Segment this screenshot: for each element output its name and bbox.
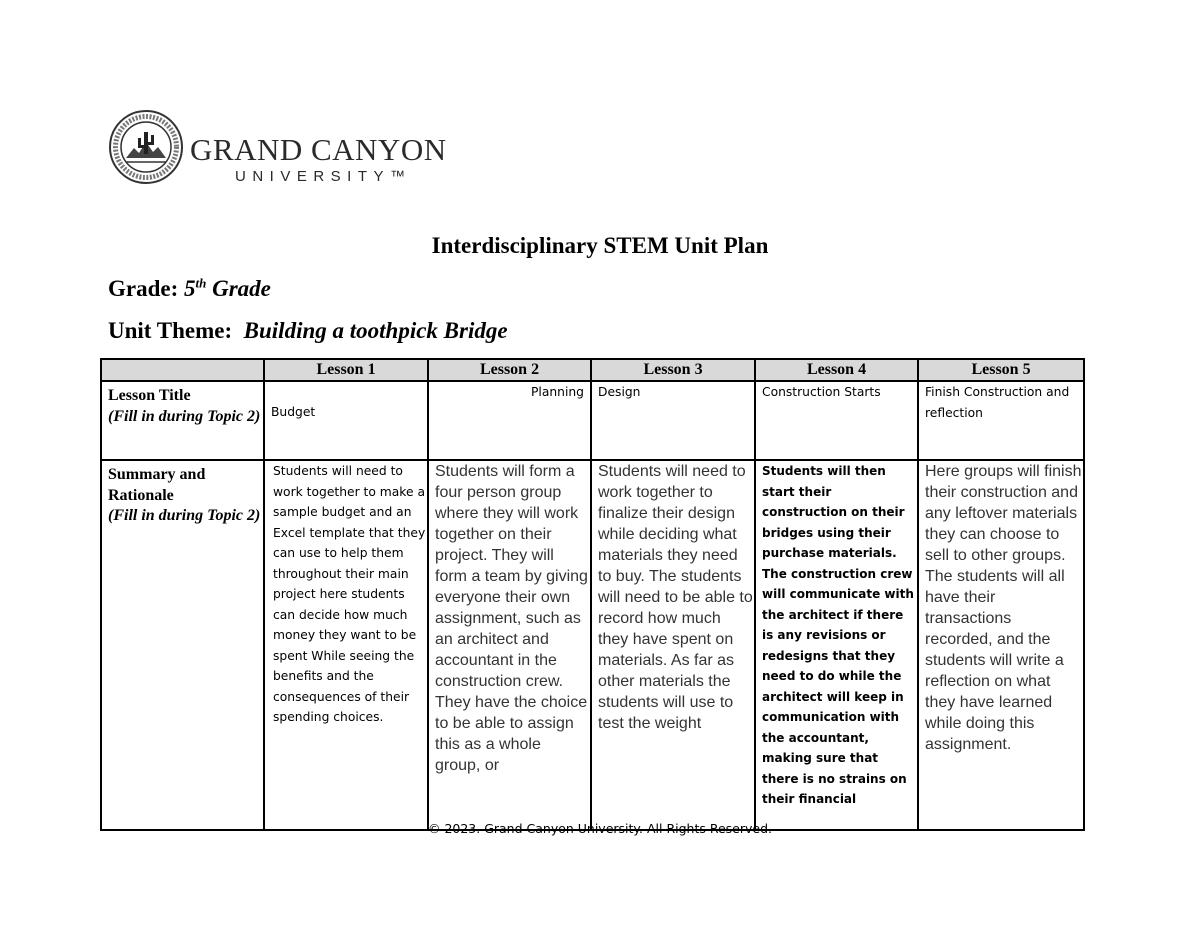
header-lesson-3: Lesson 3 [591,359,755,381]
header-cell-blank [101,359,264,381]
logo-subtitle: UNIVERSITY™ [235,168,412,185]
gcu-seal-icon [108,108,184,186]
lesson-5-summary: Here groups will finish their construction and any leftover materials they can choose to sell to other groups. The students will all have their transactions recorded, and the students will write a reflection on what they have learned while doing this assignment. [918,460,1084,830]
unit-plan-table [100,358,1085,831]
row-label-lesson-title [101,381,264,460]
lesson-1-title: Budget [264,381,428,460]
header-lesson-4: Lesson 4 [755,359,918,381]
theme-line [108,316,508,346]
table-row [101,460,1084,830]
header-lesson-1: Lesson 1 [264,359,428,381]
lesson-3-title: Design [591,381,755,460]
copyright-footer: © 2023. Grand Canyon University. All Rights Reserved. [427,821,773,836]
table-row [101,381,1084,460]
gcu-logo [108,108,448,188]
row-label-summary [101,460,264,830]
lesson-3-summary: Students will need to work together to finalize their design while deciding what materials they need to buy. The students will need to be able to record how much they have spent on materials. As far as other materials the students will use to test the weight [591,460,755,830]
theme-label: Unit Theme: [108,318,244,343]
grade-word: Grade [206,276,271,301]
lesson-2-title: Planning [428,381,591,460]
document-title: Interdisciplinary STEM Unit Plan [431,233,769,258]
row-label: Lesson Title [108,387,191,404]
grade-line [108,274,271,304]
grade-suffix: th [195,275,207,291]
lesson-1-summary: Students will need to work together to make a sample budget and an Excel template that they can use to help them throughout their main project here students can decide how much money they want to be spent While seeing the benefits and the consequences of their spending choices. [264,460,428,830]
lesson-5-title: Finish Construction and reflection [918,381,1084,460]
grade-number: 5 [184,276,196,301]
logo-wordmark: GRAND CANYON [190,132,447,167]
table-header-row [101,359,1084,381]
lesson-4-title: Construction Starts [755,381,918,460]
lesson-4-summary: Students will then start their construction on their bridges using their purchase materials. The construction crew will communicate with the architect if there is any revisions or redesigns that they need to do while the architect will keep in communication with the accountant, making sure that there is no strains on their financial [755,460,918,830]
theme-value: Building a toothpick Bridge [243,318,508,343]
row-hint: (Fill in during Topic 2) [108,507,261,524]
header-lesson-2: Lesson 2 [428,359,591,381]
row-hint: (Fill in during Topic 2) [108,407,261,425]
header-lesson-5: Lesson 5 [918,359,1084,381]
grade-label: Grade: [108,276,185,301]
row-label: Summary and Rationale [108,466,206,504]
lesson-2-summary: Students will form a four person group where they will work together on their project. They will form a team by giving everyone their own assignment, such as an architect and accountant in the construction crew. They have the choice to be able to assign this as a whole group, or [428,460,591,830]
